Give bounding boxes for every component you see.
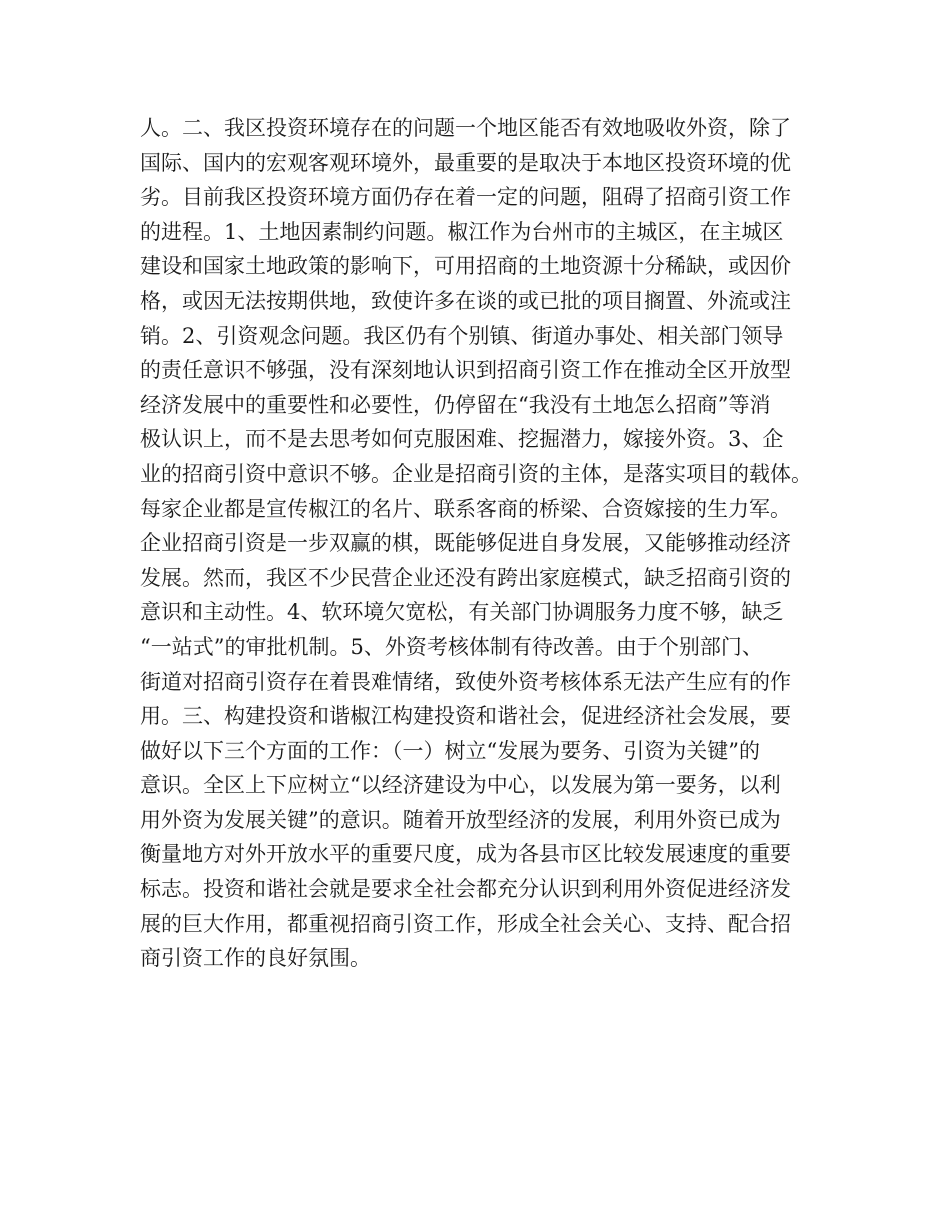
text-line: 衡量地方对外开放水平的重要尺度，成为各县市区比较发展速度的重要 [140, 842, 791, 867]
text-line: 意识。全区上下应树立“以经济建设为中心，以发展为第一要务，以利 [140, 773, 781, 798]
text-line: 每家企业都是宣传椒江的名片、联系客商的桥梁、合资嫁接的生力军。 [140, 496, 791, 521]
text-line: 用外资为发展关键”的意识。随着开放型经济的发展，利用外资已成为 [140, 807, 781, 832]
text-line: 的进程。1、土地因素制约问题。椒江作为台州市的主城区，在主城区 [140, 219, 784, 244]
text-line: 商引资工作的良好氛围。 [140, 946, 371, 971]
text-line: 国际、国内的宏观客观环境外，最重要的是取决于本地区投资环境的优 [140, 150, 791, 175]
text-line: 意识和主动性。4、软环境欠宽松，有关部门协调服务力度不够，缺乏 [140, 600, 784, 625]
text-line: 格，或因无法按期供地，致使许多在谈的或已批的项目搁置、外流或注 [140, 288, 791, 313]
text-line: 劣。目前我区投资环境方面仍存在着一定的问题，阻碍了招商引资工作 [140, 185, 791, 210]
text-line: 建设和国家土地政策的影响下，可用招商的土地资源十分稀缺，或因价 [140, 254, 791, 279]
text-line: 销。2、引资观念问题。我区仍有个别镇、街道办事处、相关部门领导 [140, 323, 784, 348]
text-line: “一站式”的审批机制。5、外资考核体制有待改善。由于个别部门、 [140, 634, 763, 659]
text-line: 做好以下三个方面的工作：（一）树立“发展为要务、引资为关键”的 [140, 738, 760, 763]
text-line: 经济发展中的重要性和必要性，仍停留在“我没有土地怎么招商”等消 [140, 392, 771, 417]
text-line: 用。三、构建投资和谐椒江构建投资和谐社会，促进经济社会发展，要 [140, 704, 791, 729]
body-text [140, 111, 840, 976]
text-line: 展的巨大作用，都重视招商引资工作，形成全社会关心、支持、配合招 [140, 911, 791, 936]
text-line: 极认识上，而不是去思考如何克服困难、挖掘潜力，嫁接外资。3、企 [140, 427, 784, 452]
text-line: 业的招商引资中意识不够。企业是招商引资的主体，是落实项目的载体。 [140, 461, 812, 486]
text-line: 企业招商引资是一步双赢的棋，既能够促进自身发展，又能够推动经济 [140, 531, 791, 556]
text-line: 发展。然而，我区不少民营企业还没有跨出家庭模式，缺乏招商引资的 [140, 565, 791, 590]
text-line: 街道对招商引资存在着畏难情绪，致使外资考核体系无法产生应有的作 [140, 669, 791, 694]
text-line: 人。二、我区投资环境存在的问题一个地区能否有效地吸收外资，除了 [140, 116, 791, 140]
text-line: 的责任意识不够强，没有深刻地认识到招商引资工作在推动全区开放型 [140, 358, 791, 383]
text-line: 标志。投资和谐社会就是要求全社会都充分认识到利用外资促进经济发 [140, 877, 791, 902]
